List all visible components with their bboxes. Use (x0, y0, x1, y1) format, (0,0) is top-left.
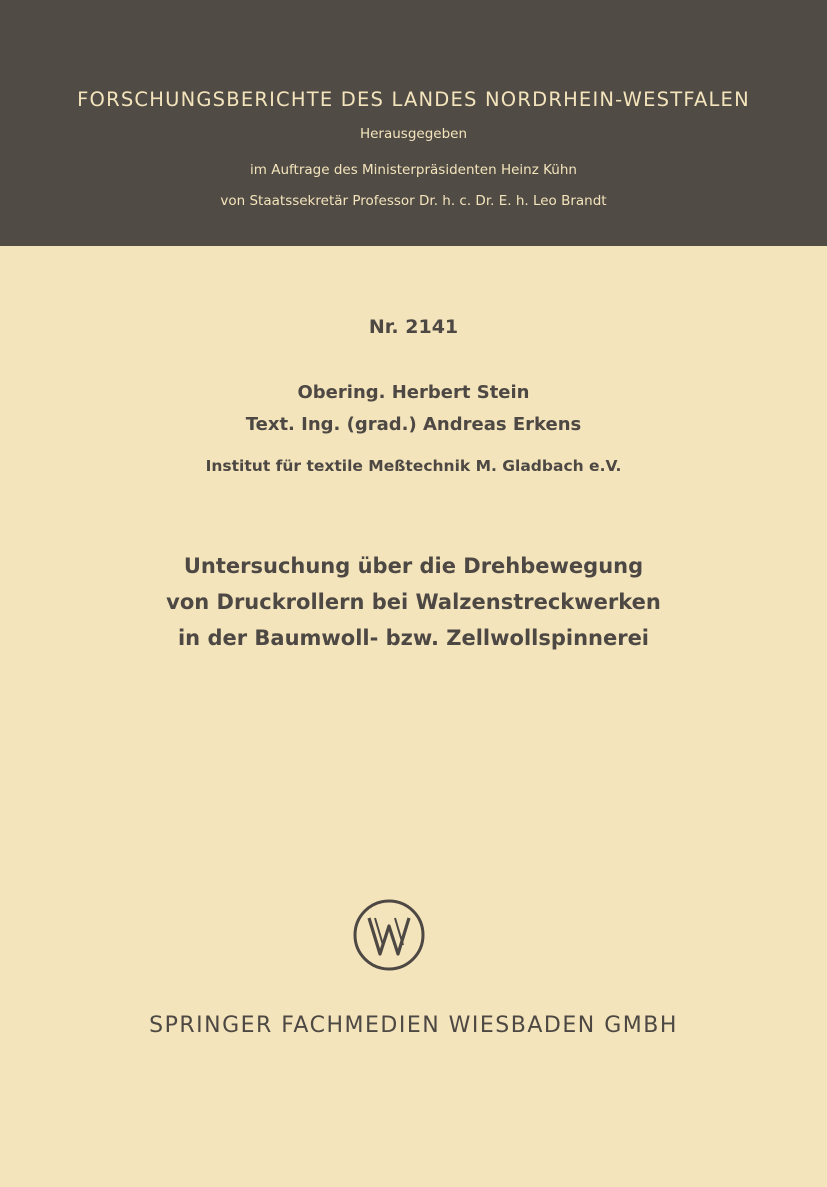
title-line-3: in der Baumwoll- bzw. Zellwollspinnerei (177, 626, 650, 650)
series-banner (0, 0, 827, 246)
institute: Institut für textile Meßtechnik M. Gladbach e.V. (205, 457, 622, 475)
author-1: Obering. Herbert Stein (297, 382, 530, 403)
author-2: Text. Ing. (grad.) Andreas Erkens (245, 414, 582, 435)
title-line-2: von Druckrollern bei Walzenstreckwerken (166, 590, 661, 614)
report-number: Nr. 2141 (368, 316, 459, 338)
publisher-w-logo-icon (352, 898, 426, 972)
publisher-name: SPRINGER FACHMEDIEN WIESBADEN GMBH (149, 1013, 678, 1038)
editor-line-1: Herausgegeben (359, 126, 468, 142)
editor-line-2: im Auftrage des Ministerpräsidenten Heinz Kühn (250, 162, 577, 178)
title-line-1: Untersuchung über die Drehbewegung (183, 554, 644, 578)
editor-line-3: von Staatssekretär Professor Dr. h. c. Dr. E. h. Leo Brandt (220, 193, 607, 209)
report-title (0, 548, 827, 656)
series-title: FORSCHUNGSBERICHTE DES LANDES NORDRHEIN-WESTFALEN (77, 88, 750, 111)
